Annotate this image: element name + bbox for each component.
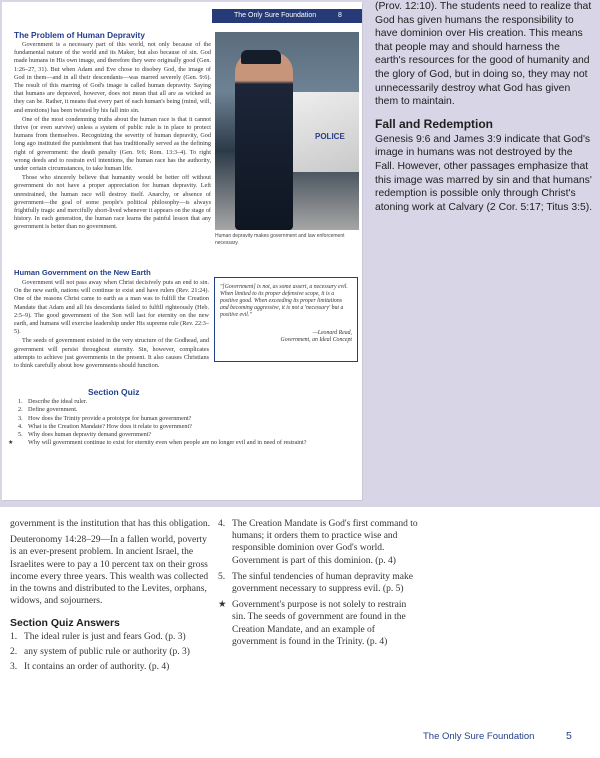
quiz-item-text: What is the Creation Mandate? How does it relate to government? xyxy=(28,422,192,430)
quiz-item-marker: 2. xyxy=(18,406,23,414)
quiz-item xyxy=(18,431,348,439)
section-depravity-body xyxy=(14,41,211,233)
lower-left-paragraph: government is the institution that has this obligation. xyxy=(10,519,211,529)
police-label: POLICE xyxy=(315,132,345,141)
running-head-page: 8 xyxy=(338,12,342,19)
answer-text: any system of public rule or authority (p. 3) xyxy=(24,646,190,657)
lower-left-paragraph: Deuteronomy 14:28–29—In a fallen world, poverty is an ever-present problem. In ancient Israel, the Israelites were to pay a 10 percent tax on their gross income every three years. This wealth was collected in the towns and distributed to the Levites, orphans, widows, and sojourners. xyxy=(10,535,209,607)
answer-marker: 3. xyxy=(10,662,18,673)
quiz-item xyxy=(8,439,348,447)
quiz-item-marker: 5. xyxy=(18,431,23,439)
quiz-item xyxy=(18,423,348,431)
quote-source: Government, an Ideal Concept xyxy=(280,337,352,343)
paragraph: Government will not pass away when Christ decisively puts an end to sin. On the new earth, nations will continue to exist and have rulers (Rev. 21:24). One of the reasons Christ came to earth as a man was to fulfill the Creation Mandate that Adam and all his descendants failed to fulfill righteously (Heb. 2:5–9). The good government of the Son will last for eternity on the new earth, and humans will exercise leadership under His supreme rule (Rev. 22:3–5). xyxy=(14,279,209,336)
section-quiz-heading: Section Quiz xyxy=(88,387,140,397)
quiz-item xyxy=(18,415,348,423)
answer-item xyxy=(218,571,418,595)
quote-text: "[Government] is not, as some assert, a necessary evil. When limited to its proper defensive scope, it is a positive good. When exceeding its proper limitations and becoming aggressive, it is not a 'necessary' but a positive evil." xyxy=(220,284,348,318)
answer-item xyxy=(218,518,418,567)
photo-caption: Human depravity makes government and law enforcement necessary. xyxy=(215,233,345,246)
section-new-earth-body xyxy=(14,279,209,371)
paragraph: One of the most condemning truths about the human race is that it cannot thrive (or even survive) unless a system of public rule is in place to protect humans from themselves. Recognizing the severity of human depravity, God long ago instituted the punishment that has traditionally served as the defining right of government: the death penalty (Gen. 9:6; Rom. 13:3–4). To right wrong deeds and to restrain evil intentions, the human race has the authority, under certain circumstances, to take human life. xyxy=(14,115,211,173)
paragraph: Those who sincerely believe that humanity would be better off without government do not have a proper appreciation for human depravity. Left unrestrained, the human race will destroy itself. Anarchy, or absence of government—the goal of some people's political philosophy—is always frightfully tragic and mercifully short-lived whenever it appears on the stage of history. In each generation, the human race learns the painful lesson that any government is better than no government. xyxy=(14,174,211,231)
section-quiz-list xyxy=(8,398,348,448)
quote-author: —Leonard Read, xyxy=(312,330,352,336)
quiz-item-text: Describe the ideal ruler. xyxy=(28,398,88,405)
police-officer-photo xyxy=(215,32,359,230)
teacher-note-intro: (Prov. 12:10). The students need to realize that God has given humans the responsibility to have dominion over His creation. This means that people may and should harness the earth's resources for the good of humanity and the glory of God, but in doing so, they may not unnecessarily destroy what God has given them to maintain. xyxy=(375,1,592,108)
teacher-notes-column xyxy=(375,0,593,214)
answer-item xyxy=(10,661,210,673)
officer-cap xyxy=(241,50,281,64)
quiz-item-marker: 4. xyxy=(18,422,23,430)
answer-marker: 2. xyxy=(10,646,18,657)
footer-page-number: 5 xyxy=(566,730,572,742)
quiz-item-marker: 1. xyxy=(18,398,23,405)
quiz-item xyxy=(18,406,348,414)
answer-marker: 4. xyxy=(218,519,226,529)
fall-redemption-body: Genesis 9:6 and James 3:9 indicate that God's image in humans was not destroyed by the Fall. However, other passages emphasize that this image was marred by sin and that humans' redemption is possible only through Christ's atoning work at Calvary (2 Cor. 5:17; Titus 3:5). xyxy=(375,133,593,213)
section-quiz-answers-heading: Section Quiz Answers xyxy=(10,617,120,630)
answer-item xyxy=(218,599,418,648)
answer-text: The Creation Mandate is God's first command to humans; it orders them to practice wise and responsible dominion over God's world. Government is part of this dominion. (p. 4) xyxy=(232,519,418,566)
officer-figure xyxy=(235,52,293,230)
paragraph: The seeds of government existed in the very structure of the Godhead, and government will persist throughout eternity. Sin, however, complicates attempts to achieve just governments in the present. It also causes Christians to think carefully about how governments should function. xyxy=(14,337,209,370)
lower-left-column xyxy=(10,518,210,673)
section-heading-depravity: The Problem of Human Depravity xyxy=(14,30,145,40)
footer-title: The Only Sure Foundation xyxy=(423,731,535,742)
running-head xyxy=(212,9,362,23)
quiz-item xyxy=(18,398,348,406)
quiz-item-text: Why will government continue to exist for eternity even when people are no longer evil and in need of restraint? xyxy=(28,439,307,447)
quiz-item-marker: 3. xyxy=(18,414,23,422)
lower-right-column xyxy=(218,518,418,648)
star-marker: ★ xyxy=(218,600,227,611)
running-head-title: The Only Sure Foundation xyxy=(234,12,317,19)
answer-item xyxy=(10,646,210,658)
answer-text: It contains an order of authority. (p. 4) xyxy=(24,662,170,673)
answer-item xyxy=(10,631,210,643)
star-marker: ★ xyxy=(8,439,14,447)
paragraph: Government is a necessary part of this world, not only because of the fundamental nature of the world and its Maker, but also because of sin. God made humans in His own image, and therefore they were originally good (Gen. 1:26–27, 31). But when Adam and Eve chose to disobey God, the image of God in them—and in all their descendants—was marred severely (Gen. 9:6). The result of this marring of God's image is called human depravity. Saying that humans are depraved, however, does not mean that all are as wicked as they can be. Rather, it means that every part of each human's being (mind, will, and emotions) has been twisted by his fall into sin. xyxy=(14,41,211,114)
fall-redemption-heading: Fall and Redemption xyxy=(375,116,494,131)
answer-text: The sinful tendencies of human depravity make government necessary to suppress evil. (p. 5) xyxy=(232,571,413,595)
section-heading-new-earth: Human Government on the New Earth xyxy=(14,268,151,277)
quiz-item-text: Define government. xyxy=(28,406,78,414)
answer-text: Government's purpose is not solely to restrain sin. The seeds of government are found in the Creation Mandate, and an example of government is found in the Trinity. (p. 4) xyxy=(232,600,407,647)
quiz-item-text: How does the Trinity provide a prototype for human government? xyxy=(28,414,192,422)
quiz-item-text: Why does human depravity demand government? xyxy=(28,431,152,439)
quote-attribution xyxy=(220,330,352,344)
answer-marker: 1. xyxy=(10,631,18,642)
answer-marker: 5. xyxy=(218,571,226,582)
answer-text: The ideal ruler is just and fears God. (p. 3) xyxy=(24,631,186,642)
